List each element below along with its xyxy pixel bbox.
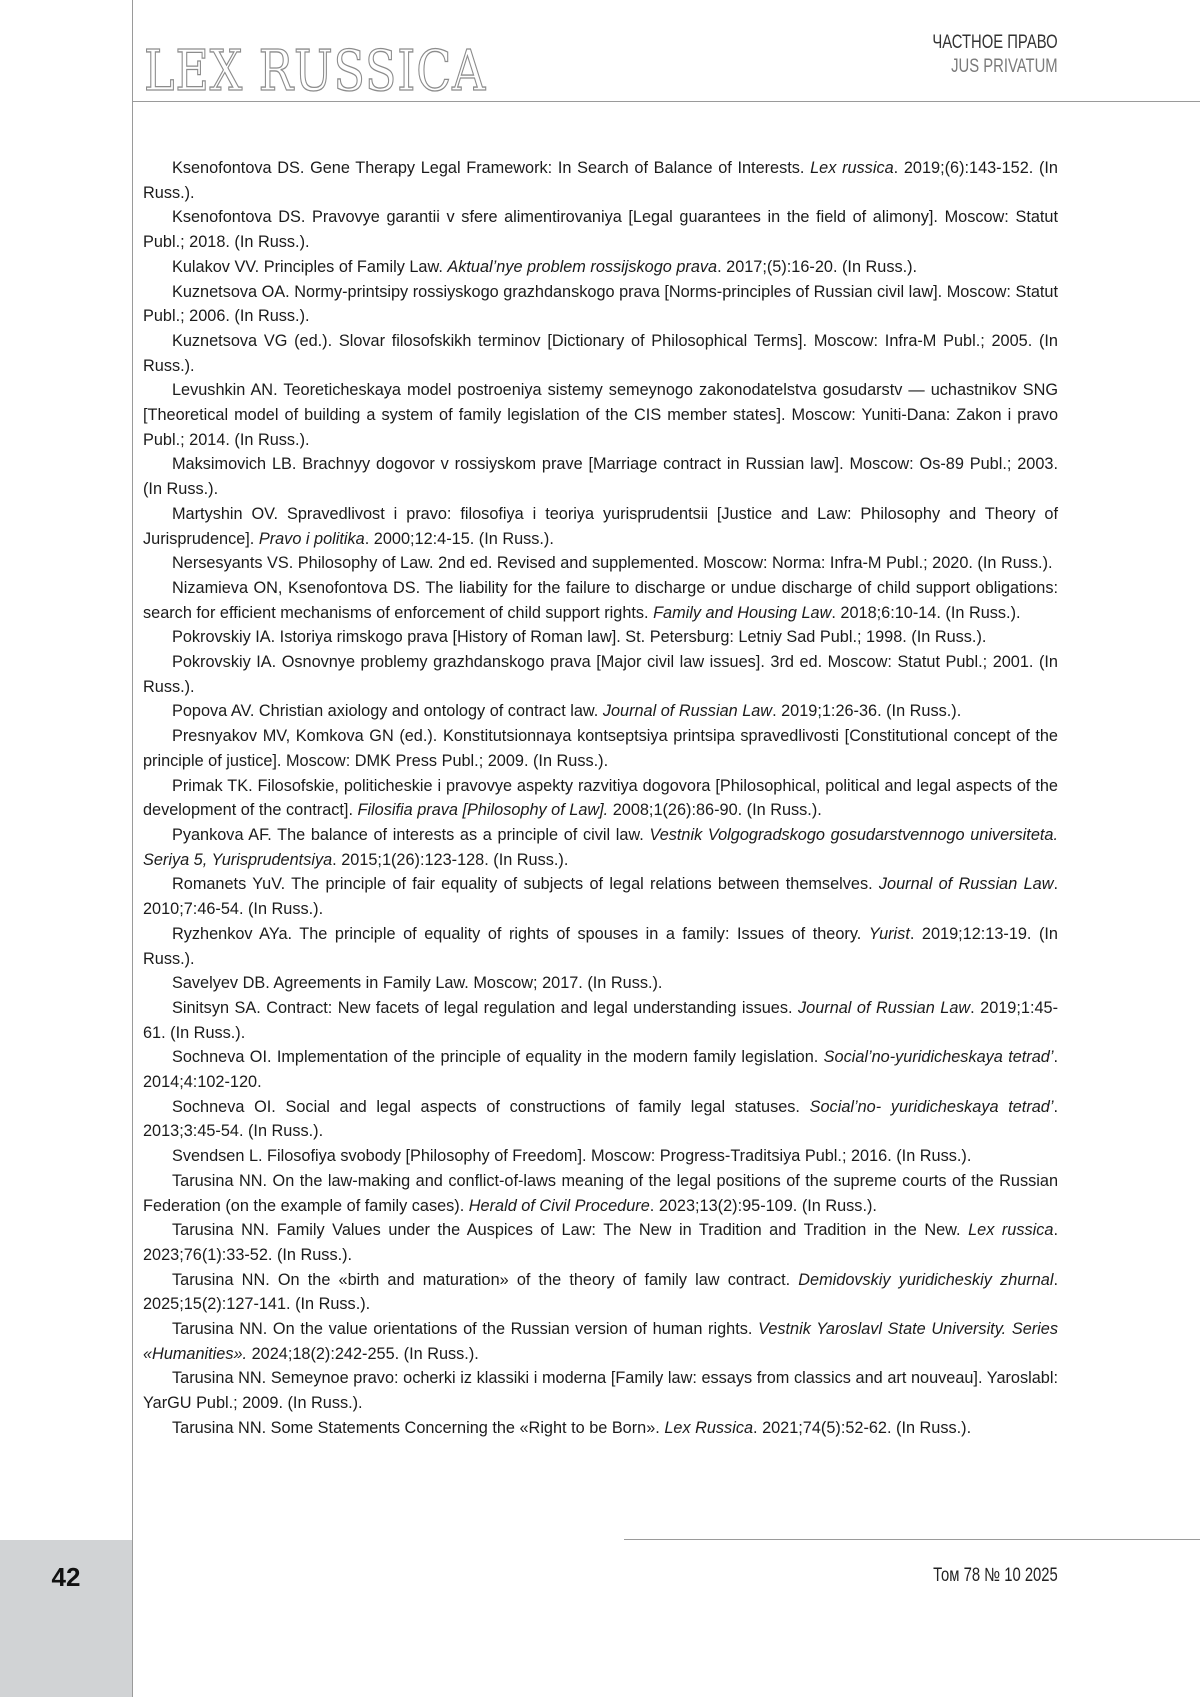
reference-list xyxy=(143,156,1058,1441)
reference-entry xyxy=(143,280,1058,329)
reference-text: Tarusina NN. On the «birth and maturation» of the theory of family law contract. xyxy=(172,1270,799,1289)
reference-text: . 2021;74(5):52-62. (In Russ.). xyxy=(753,1418,972,1437)
journal-logo: LEX RUSSICA xyxy=(144,39,487,104)
reference-entry xyxy=(143,1366,1058,1415)
reference-text: Tarusina NN. Semeynoe pravo: ocherki iz klassiki i moderna [Family law: essays from classics and art nouveau]. Yaroslabl: YarGU Publ.; 2009. (In Russ.). xyxy=(143,1369,1058,1413)
left-margin-rule xyxy=(132,0,133,1697)
reference-entry xyxy=(143,971,1058,996)
reference-text: Tarusina NN. Family Values under the Auspices of Law: The New in Tradition and Tradition in the New. xyxy=(172,1221,969,1240)
reference-entry xyxy=(143,724,1058,773)
reference-entry xyxy=(143,452,1058,501)
reference-entry xyxy=(143,996,1058,1045)
reference-text: Levushkin AN. Teoreticheskaya model postroeniya sistemy semeynogo zakonodatelstva gosudarstv — uchastnikov SNG [Theoretical model of building a system of family legislation of the CIS member states]. Moscow: Yuniti-Dana: Zakon i pravo Publ.; 2014. (In Russ.). xyxy=(143,381,1058,449)
reference-entry xyxy=(143,1416,1058,1441)
reference-text: . 2010;7:46-54. (In Russ.). xyxy=(143,875,1058,919)
rubric-ru: ЧАСТНОЕ ПРАВО xyxy=(932,32,1058,53)
reference-text: Nersesyants VS. Philosophy of Law. 2nd ed. Revised and supplemented. Moscow: Norma: Infra-M Publ.; 2020. (In Russ.). xyxy=(172,554,1053,573)
reference-entry xyxy=(143,1144,1058,1169)
reference-source: Lex russica xyxy=(810,159,894,177)
reference-entry xyxy=(143,1317,1058,1366)
reference-entry xyxy=(143,625,1058,650)
reference-entry xyxy=(143,1268,1058,1317)
reference-text: . 2023;76(1):33-52. (In Russ.). xyxy=(143,1221,1058,1264)
reference-source: Filosifia prava [Philosophy of Law]. xyxy=(357,801,609,820)
reference-source: Social’no-yuridicheskaya tetrad’ xyxy=(823,1048,1054,1067)
reference-entry xyxy=(143,1218,1058,1267)
reference-entry xyxy=(143,378,1058,452)
reference-text: Popova AV. Christian axiology and ontology of contract law. xyxy=(172,702,603,721)
reference-text: Kulakov VV. Principles of Family Law. xyxy=(172,257,448,276)
reference-entry xyxy=(143,699,1058,724)
reference-entry xyxy=(143,823,1058,872)
reference-text: Romanets YuV. The principle of fair equality of subjects of legal relations between themselves. xyxy=(172,875,879,894)
reference-entry xyxy=(143,576,1058,625)
reference-text: 2008;1(26):86-90. (In Russ.). xyxy=(608,801,822,820)
reference-source: Yurist xyxy=(868,924,910,943)
reference-entry xyxy=(143,156,1058,205)
reference-text: Svendsen L. Filosofiya svobody [Philosophy of Freedom]. Moscow: Progress-Traditsiya Publ.; 2016. (In Russ.). xyxy=(172,1147,972,1166)
reference-entry xyxy=(143,1045,1058,1094)
reference-text: . 2023;13(2):95-109. (In Russ.). xyxy=(649,1196,877,1215)
reference-text: . 2019;1:45-61. (In Russ.). xyxy=(143,998,1058,1042)
reference-text: Pyankova AF. The balance of interests as a principle of civil law. xyxy=(172,825,650,844)
reference-text: Savelyev DB. Agreements in Family Law. Moscow; 2017. (In Russ.). xyxy=(172,974,663,993)
reference-text: Ksenofontova DS. Gene Therapy Legal Framework: In Search of Balance of Interests. xyxy=(172,159,811,177)
reference-text: Nizamieva ON, Ksenofontova DS. The liability for the failure to discharge or undue discharge of child support obligations: search for efficient mechanisms of enforcement of child support rights. xyxy=(143,578,1058,622)
reference-text: . 2015;1(26):123-128. (In Russ.). xyxy=(332,850,569,869)
reference-source: Aktual’nye problem rossijskogo prava xyxy=(447,257,718,276)
reference-text: Maksimovich LB. Brachnyy dogovor v rossiyskom prave [Marriage contract in Russian law]. Moscow: Os-89 Publ.; 2003. (In Russ.). xyxy=(143,455,1058,499)
reference-source: Demidovskiy yuridicheskiy zhurnal xyxy=(798,1270,1054,1289)
reference-text: Sochneva OI. Implementation of the principle of equality in the modern family legislation. xyxy=(172,1048,824,1067)
reference-text: Kuznetsova VG (ed.). Slovar filosofskikh terminov [Dictionary of Philosophical Terms]. Moscow: Infra-M Publ.; 2005. (In Russ.). xyxy=(143,331,1058,375)
reference-text: . 2019;12:13-19. (In Russ.). xyxy=(143,924,1058,968)
reference-text: . 2017;(5):16-20. (In Russ.). xyxy=(717,257,918,276)
reference-text: . 2019;(6):143-152. (In Russ.). xyxy=(143,159,1058,202)
reference-entry xyxy=(143,1095,1058,1144)
reference-source: Pravo i politika xyxy=(258,529,365,548)
reference-text: Tarusina NN. On the value orientations of the Russian version of human rights. xyxy=(172,1320,759,1339)
reference-source: Journal of Russian Law xyxy=(798,998,971,1017)
reference-entry xyxy=(143,650,1058,699)
reference-entry xyxy=(143,872,1058,921)
footer-rule xyxy=(624,1539,1200,1540)
reference-source: Lex Russica xyxy=(664,1418,754,1437)
reference-text: . 2000;12:4-15. (In Russ.). xyxy=(364,529,554,548)
reference-entry xyxy=(143,1169,1058,1218)
reference-text: Sochneva OI. Social and legal aspects of constructions of family legal statuses. xyxy=(172,1097,810,1116)
reference-source: Social’no- yuridicheskaya tetrad’ xyxy=(809,1097,1054,1116)
reference-text: Ksenofontova DS. Pravovye garantii v sfere alimentirovaniya [Legal guarantees in the field of alimony]. Moscow: Statut Publ.; 2018. (In Russ.). xyxy=(143,208,1058,252)
reference-source: Vestnik Yaroslavl State University. Series «Humanities». xyxy=(143,1320,1058,1363)
reference-entry xyxy=(143,205,1058,254)
reference-entry xyxy=(143,502,1058,551)
reference-text: Primak TK. Filosofskie, politicheskie i pravovye aspekty razvitiya dogovora [Philosophical, political and legal aspects of the development of the contract]. xyxy=(143,776,1058,820)
reference-source: Vestnik Volgogradskogo gosudarstvennogo universiteta. Seriya 5, Yurisprudentsiya xyxy=(143,825,1058,869)
reference-text: . 2025;15(2):127-141. (In Russ.). xyxy=(143,1270,1058,1314)
reference-entry xyxy=(143,774,1058,823)
reference-text: Sinitsyn SA. Contract: New facets of legal regulation and legal understanding issues. xyxy=(172,998,799,1017)
reference-entry xyxy=(143,922,1058,971)
reference-source: Herald of Civil Procedure xyxy=(468,1196,650,1215)
reference-source: Journal of Russian Law xyxy=(878,875,1054,894)
reference-text: . 2018;6:10-14. (In Russ.). xyxy=(831,603,1021,622)
reference-text: Ryzhenkov AYa. The principle of equality of rights of spouses in a family: Issues of theory. xyxy=(172,924,869,943)
reference-entry xyxy=(143,329,1058,378)
reference-text: . 2014;4:102-120. xyxy=(143,1048,1058,1092)
reference-source: Lex russica xyxy=(968,1221,1054,1240)
reference-text: . 2013;3:45-54. (In Russ.). xyxy=(143,1097,1058,1141)
reference-source: Journal of Russian Law xyxy=(602,702,773,721)
reference-text: Tarusina NN. On the law-making and conflict-of-laws meaning of the legal positions of the supreme courts of the Russian Federation (on the example of family cases). xyxy=(143,1171,1058,1215)
reference-text: Kuznetsova OA. Normy-printsipy rossiyskogo grazhdanskogo prava [Norms-principles of Russian civil law]. Moscow: Statut Publ.; 2006. (In Russ.). xyxy=(143,282,1058,326)
reference-text: Presnyakov MV, Komkova GN (ed.). Konstitutsionnaya kontseptsiya printsipa spravedlivosti [Constitutional concept of the principle of justice]. Moscow: DMK Press Publ.; 2009. (In Russ.). xyxy=(143,727,1058,770)
rubric xyxy=(897,31,1058,79)
issue-label: Том 78 № 10 2025 xyxy=(933,1565,1058,1586)
page-number: 42 xyxy=(51,1562,81,1592)
rubric-lat: JUS PRIVATUM xyxy=(951,56,1058,77)
reference-entry xyxy=(143,255,1058,280)
reference-text: 2024;18(2):242-255. (In Russ.). xyxy=(247,1344,479,1363)
reference-entry xyxy=(143,551,1058,576)
reference-source: Family and Housing Law xyxy=(653,603,832,622)
reference-text: Martyshin OV. Spravedlivost i pravo: filosofiya i teoriya yurisprudentsii [Justice and Law: Philosophy and Theory of Jurisprudence]. xyxy=(143,504,1058,548)
reference-text: Tarusina NN. Some Statements Concerning the «Right to be Born». xyxy=(172,1418,665,1437)
reference-text: . 2019;1:26-36. (In Russ.). xyxy=(772,702,962,721)
reference-text: Pokrovskiy IA. Istoriya rimskogo prava [History of Roman law]. St. Petersburg: Letniy Sad Publ.; 1998. (In Russ.). xyxy=(172,628,987,647)
reference-text: Pokrovskiy IA. Osnovnye problemy grazhdanskogo prava [Major civil law issues]. 3rd ed. Moscow: Statut Publ.; 2001. (In Russ.). xyxy=(143,653,1058,696)
